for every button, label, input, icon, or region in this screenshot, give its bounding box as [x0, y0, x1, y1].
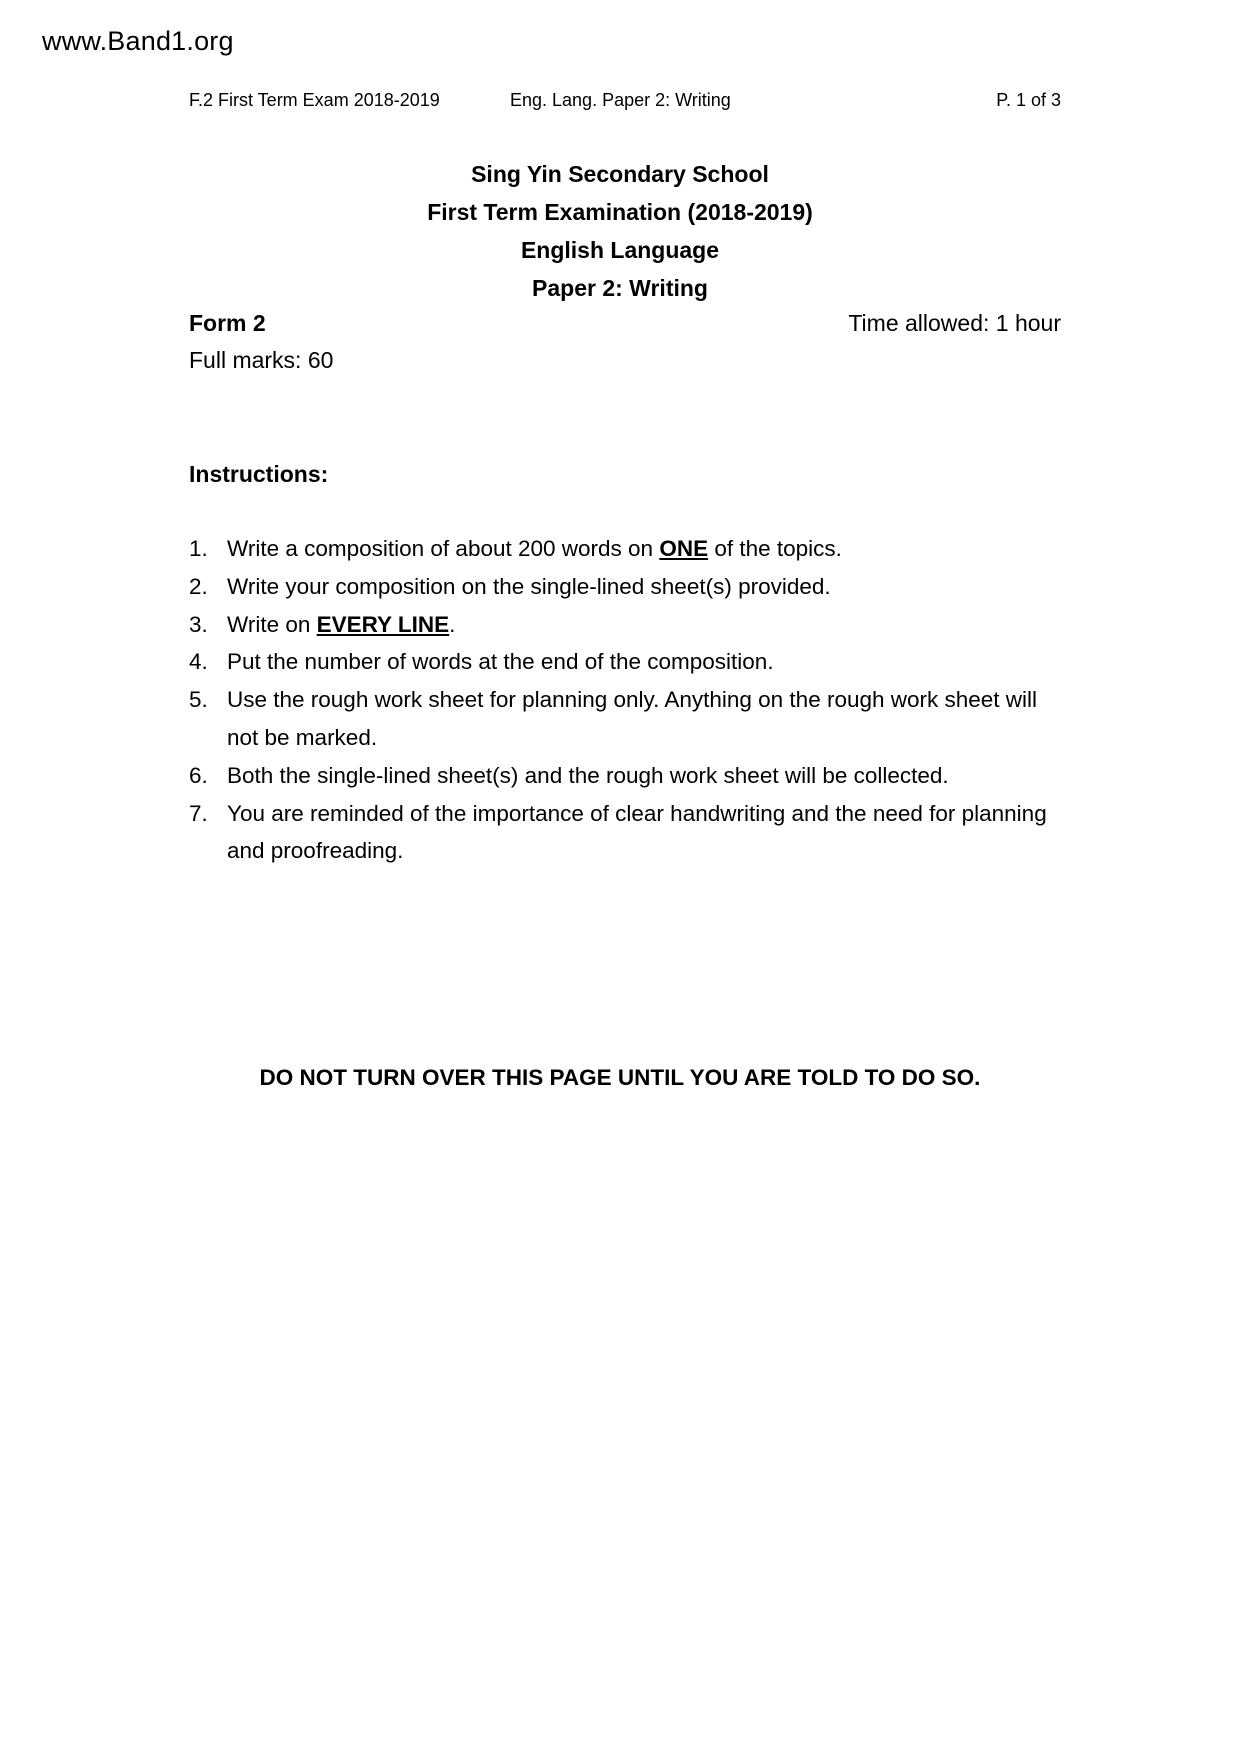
- instruction-item: [189, 568, 1065, 606]
- instruction-text: of the topics.: [708, 536, 842, 561]
- instruction-text: Use the rough work sheet for planning only. Anything on the rough work sheet will not be marked.: [227, 687, 1038, 750]
- instruction-emphasis: EVERY LINE: [316, 611, 450, 637]
- instruction-item: [189, 681, 1065, 757]
- instructions-list: [189, 530, 1065, 870]
- instruction-number: 5.: [189, 687, 208, 713]
- instructions-heading: Instructions:: [189, 461, 329, 487]
- instruction-number: 6.: [189, 762, 208, 788]
- instruction-text: .: [449, 611, 456, 637]
- header-paper-name: Eng. Lang. Paper 2: Writing: [510, 90, 731, 110]
- school-name: Sing Yin Secondary School: [471, 161, 769, 187]
- exam-title: First Term Examination (2018-2019): [427, 199, 813, 225]
- subject-title: English Language: [520, 237, 720, 263]
- title-block: [0, 155, 1240, 307]
- instruction-text: Write a composition of about 200 words on: [227, 536, 660, 561]
- instruction-item: [189, 530, 1065, 568]
- instruction-number: 2.: [189, 573, 208, 599]
- time-allowed: Time allowed: 1 hour: [848, 310, 1061, 336]
- header-page-number: P. 1 of 3: [996, 90, 1061, 110]
- instruction-emphasis: ONE: [659, 536, 709, 561]
- do-not-turn-warning: DO NOT TURN OVER THIS PAGE UNTIL YOU ARE TOLD TO DO SO.: [259, 1065, 981, 1090]
- instruction-number: 3.: [189, 611, 208, 637]
- instruction-number: 7.: [189, 800, 208, 826]
- form-label: Form 2: [189, 310, 266, 336]
- page-header: [189, 90, 1061, 114]
- instruction-text: Both the single-lined sheet(s) and the rough work sheet will be collected.: [227, 762, 949, 788]
- header-exam-name: F.2 First Term Exam 2018-2019: [189, 90, 440, 110]
- instruction-number: 1.: [189, 536, 208, 561]
- paper-title: Paper 2: Writing: [532, 275, 708, 301]
- instruction-item: [189, 643, 1065, 681]
- instruction-number: 4.: [189, 649, 208, 675]
- instruction-item: [189, 795, 1065, 871]
- form-info-row: [189, 305, 1061, 341]
- full-marks: Full marks: 60: [189, 347, 334, 373]
- instruction-text: Write your composition on the single-lined sheet(s) provided.: [227, 573, 831, 599]
- instruction-item: [189, 757, 1065, 795]
- instruction-text: You are reminded of the importance of clear handwriting and the need for planning and proofreading.: [227, 800, 1047, 864]
- watermark-url: www.Band1.org: [42, 26, 234, 56]
- instruction-text: Write on: [227, 611, 317, 637]
- instruction-text: Put the number of words at the end of the composition.: [227, 649, 774, 675]
- instruction-item: [189, 606, 1065, 644]
